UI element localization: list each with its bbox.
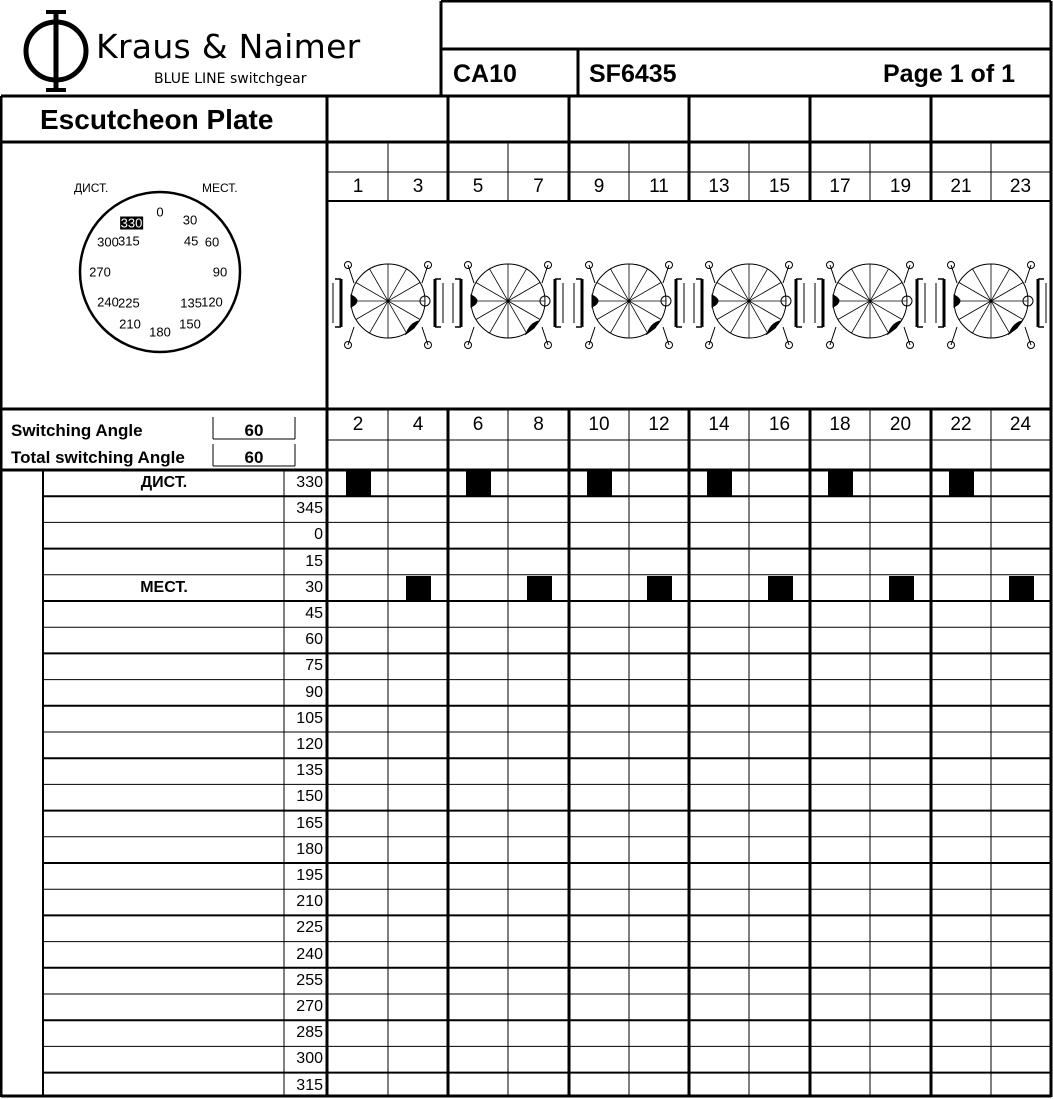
dial-tick (120, 203, 125, 212)
switching-angle-label: Switching Angle (11, 421, 143, 440)
cam-contact-diagram-icon (936, 262, 1046, 349)
total-angle-value: 60 (244, 448, 264, 467)
contact-closed-mark (587, 471, 612, 496)
terminal-number: 15 (768, 176, 791, 197)
position-angle: 240 (296, 945, 323, 963)
terminal-number: 3 (412, 176, 424, 197)
terminal-number: 19 (889, 176, 912, 197)
position-angle: 105 (296, 709, 323, 727)
cam-contact-diagram-icon (453, 262, 563, 349)
contact-closed-mark (527, 576, 552, 601)
dial-diagonal-tick (198, 215, 216, 233)
terminal-number: 6 (472, 414, 484, 435)
total-angle-label: Total switching Angle (11, 448, 185, 467)
position-angle: 165 (296, 814, 323, 832)
position-angle: 90 (305, 683, 323, 701)
position-angle: 75 (305, 657, 323, 675)
position-angle: 225 (296, 919, 323, 937)
contact-closed-mark (707, 471, 732, 496)
brand-name: Kraus & Naimer (96, 27, 361, 66)
position-angle: 270 (296, 998, 323, 1015)
dial-diagonal-tick (198, 310, 216, 328)
dial-tick (195, 333, 200, 342)
position-name: ДИСТ. (140, 474, 188, 491)
terminal-number: 9 (593, 176, 605, 197)
contact-closed-mark (1009, 576, 1034, 601)
dial-number: 0 (156, 204, 164, 220)
terminal-number: 5 (472, 176, 484, 197)
contact-closed-mark (466, 471, 491, 496)
terminal-number: 23 (1009, 176, 1032, 197)
terminal-number: 8 (533, 414, 544, 435)
dial-tick (120, 333, 125, 342)
cam-contact-diagram-icon (694, 262, 804, 349)
terminal-number: 21 (950, 176, 972, 197)
terminal-number: 12 (648, 414, 670, 435)
terminal-number: 4 (412, 414, 424, 435)
terminal-number: 22 (950, 414, 972, 435)
cam-contact-diagram-icon (574, 262, 684, 349)
position-angle: 120 (296, 736, 323, 753)
position-angle: 255 (296, 971, 323, 989)
contact-closed-mark (949, 471, 974, 496)
position-angle: 300 (296, 1050, 323, 1068)
dial-number: 45 (183, 233, 199, 249)
terminal-number: 2 (352, 414, 364, 435)
dial-tick (195, 203, 200, 212)
position-angle: 345 (296, 500, 323, 518)
terminal-number: 1 (352, 176, 364, 197)
contact-closed-mark (346, 471, 371, 496)
dial-right-label: МЕСТ. (202, 181, 238, 195)
position-angle: 60 (305, 631, 323, 649)
position-angle: 195 (296, 867, 323, 884)
switching-angle-value: 60 (244, 421, 264, 440)
position-angle: 315 (296, 1076, 323, 1094)
dial-number: 120 (201, 294, 223, 310)
dial-number: 210 (119, 316, 141, 332)
position-angle: 285 (296, 1024, 323, 1042)
contact-closed-mark (889, 576, 914, 601)
dial-number: 270 (89, 264, 111, 280)
dial-number: 180 (149, 324, 171, 340)
terminal-number: 11 (649, 176, 669, 197)
program-number: SF6435 (589, 60, 677, 88)
position-angle: 0 (314, 526, 323, 544)
series-code: CA10 (453, 60, 517, 88)
dial-number: 150 (179, 316, 201, 332)
position-angle: 45 (305, 605, 323, 622)
dial-number: 60 (204, 234, 220, 250)
dial-number: 225 (118, 295, 140, 311)
terminal-number: 16 (768, 414, 791, 435)
dial-number: 240 (97, 294, 119, 310)
dial-number: 90 (212, 264, 228, 280)
page-indicator: Page 1 of 1 (883, 60, 1015, 88)
position-angle: 150 (296, 788, 323, 806)
contact-closed-mark (768, 576, 793, 601)
dial-number: 315 (118, 233, 140, 249)
position-angle: 30 (305, 578, 323, 596)
terminal-number: 14 (708, 414, 730, 435)
dial-number: 30 (182, 212, 198, 228)
position-angle: 210 (296, 893, 323, 911)
dial-number: 300 (97, 234, 119, 250)
terminal-number: 7 (533, 176, 544, 197)
position-angle: 330 (296, 474, 323, 491)
kraus-naimer-logo-icon (26, 12, 86, 90)
terminal-number: 17 (829, 176, 851, 197)
dial-left-label: ДИСТ. (74, 181, 109, 195)
dial-number: 135 (180, 295, 202, 311)
terminal-number: 20 (889, 414, 912, 435)
terminal-number: 13 (708, 176, 730, 197)
contact-closed-mark (647, 576, 672, 601)
cam-contact-diagram-icon (815, 262, 925, 349)
position-angle: 135 (296, 762, 323, 780)
position-angle: 15 (305, 552, 323, 570)
terminal-number: 24 (1009, 414, 1032, 435)
cam-contact-diagram-icon (333, 262, 443, 349)
terminal-number: 10 (588, 414, 610, 435)
position-angle: 180 (296, 840, 323, 858)
dial-tick (221, 232, 230, 237)
escutcheon-title: Escutcheon Plate (40, 104, 274, 135)
contact-closed-mark (828, 471, 853, 496)
position-name: МЕСТ. (140, 578, 188, 596)
dial-selected-position: 330 (120, 215, 143, 231)
brand-tagline: BLUE LINE switchgear (154, 71, 307, 87)
contact-closed-mark (406, 576, 431, 601)
terminal-number: 18 (829, 414, 851, 435)
